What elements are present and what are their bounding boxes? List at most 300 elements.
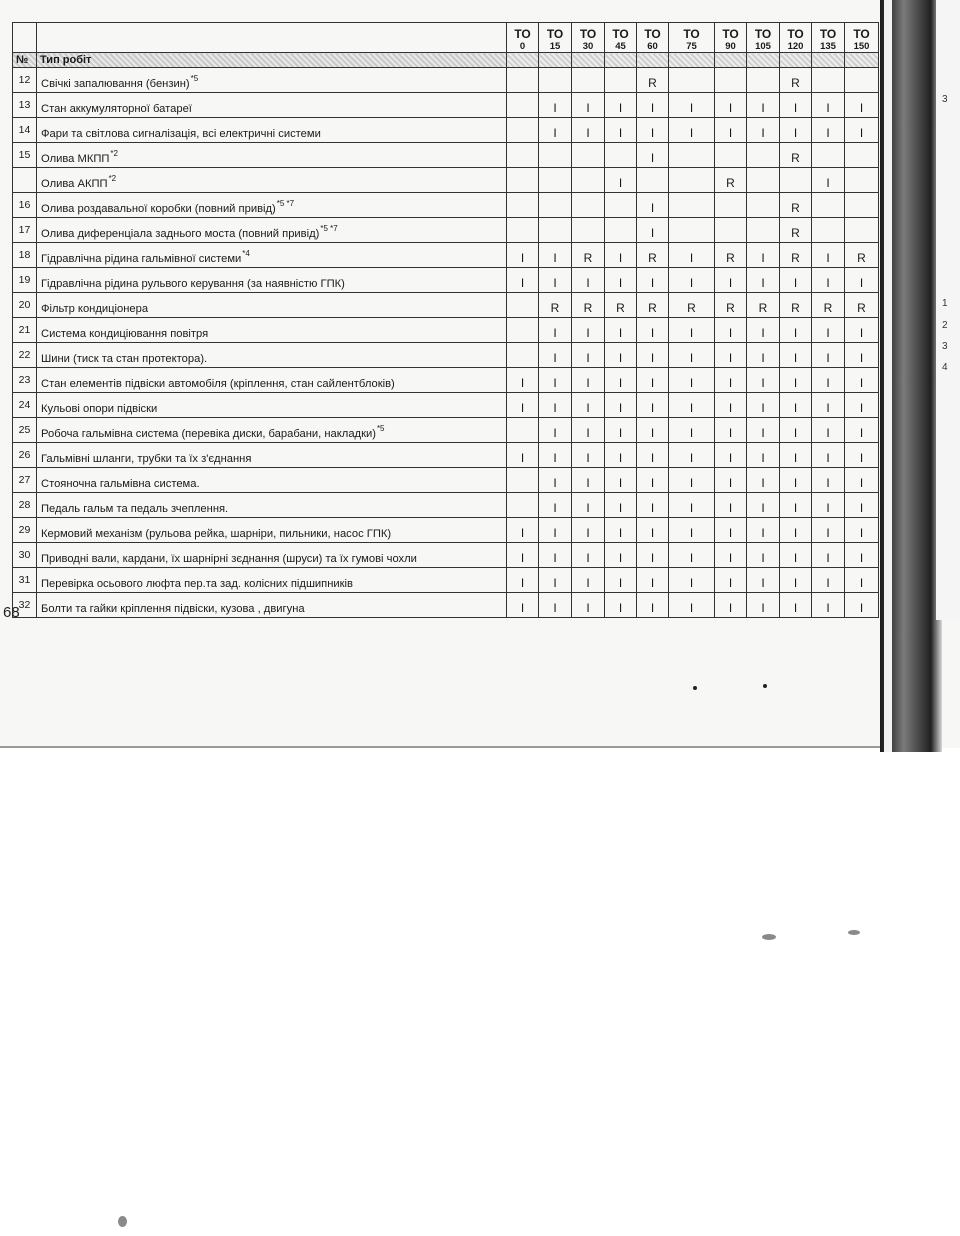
task-cell [37,393,507,418]
interval-label: ТО [612,27,629,41]
task-name: Гідравлічна рідина гальмівної системи [41,253,242,265]
interval-mark [507,293,539,318]
row-number [13,168,37,193]
interval-mark [507,318,539,343]
interval-mark [780,168,812,193]
footnote-marker: *4 [242,249,250,258]
interval-mark: I [637,268,669,293]
interval-mark [539,168,572,193]
interval-mark: I [539,368,572,393]
table-row [13,268,879,293]
task-cell [37,568,507,593]
table-row [13,493,879,518]
interval-mark: I [669,343,715,368]
interval-mark: I [605,93,637,118]
interval-mark: I [572,93,605,118]
interval-mark: I [572,368,605,393]
header-blank-cell [37,23,507,53]
interval-mark: I [747,268,780,293]
table-row [13,468,879,493]
interval-mark: I [812,318,845,343]
table-row [13,93,879,118]
interval-mark [669,168,715,193]
interval-mark [539,193,572,218]
interval-label: ТО [546,27,564,41]
interval-mark: R [572,293,605,318]
task-name: Кермовий механізм (рульова рейка, шарніри, пильники, насос ГПК) [41,528,392,540]
interval-mark: I [747,343,780,368]
header-task-type: Тип робіт [37,53,507,68]
row-number: 24 [13,393,37,418]
task-cell [37,68,507,93]
interval-mark: I [845,318,879,343]
interval-header-row [13,23,879,53]
interval-mark [507,143,539,168]
interval-mark: R [715,293,747,318]
interval-mark: I [812,393,845,418]
interval-km: 135 [820,41,836,52]
table-row [13,243,879,268]
interval-mark: I [637,468,669,493]
table-row [13,168,879,193]
interval-mark [507,193,539,218]
task-cell [37,168,507,193]
interval-mark: I [572,543,605,568]
interval-mark: I [605,468,637,493]
task-cell [37,493,507,518]
margin-number: 4 [942,362,948,373]
interval-mark: I [715,93,747,118]
interval-mark: I [605,418,637,443]
interval-mark: R [780,243,812,268]
interval-mark: I [507,443,539,468]
interval-mark: I [845,518,879,543]
interval-mark: I [539,568,572,593]
interval-mark: I [715,318,747,343]
interval-mark [845,168,879,193]
row-number: 26 [13,443,37,468]
hatched-cell [637,53,669,68]
interval-mark: I [845,343,879,368]
table-row [13,418,879,443]
interval-header [747,23,780,53]
task-name: Олива АКПП [41,178,108,190]
task-name: Стан аккумуляторної батареї [41,103,192,115]
table-row [13,68,879,93]
interval-mark: I [539,543,572,568]
interval-mark: I [605,168,637,193]
table-row [13,368,879,393]
task-cell [37,318,507,343]
interval-mark [747,168,780,193]
interval-mark [715,68,747,93]
interval-mark: I [572,268,605,293]
interval-mark: I [605,593,637,618]
interval-mark [747,68,780,93]
interval-mark: I [669,518,715,543]
interval-header [572,23,605,53]
interval-mark: I [845,118,879,143]
table-row [13,443,879,468]
interval-mark [812,193,845,218]
interval-mark: I [572,118,605,143]
interval-mark [747,218,780,243]
interval-mark: I [780,418,812,443]
scan-speck [848,930,860,935]
task-name: Система кондиціювання повітря [41,328,209,340]
interval-mark: I [605,443,637,468]
interval-mark: R [812,293,845,318]
interval-mark: I [669,493,715,518]
interval-header [669,23,715,53]
task-name: Болти та гайки кріплення підвіски, кузова , двигуна [41,603,305,615]
task-name: Олива диференціала заднього моста (повний привід) [41,228,320,240]
interval-mark [605,68,637,93]
interval-mark: I [747,368,780,393]
interval-mark: I [605,268,637,293]
interval-header [715,23,747,53]
interval-mark: R [715,168,747,193]
interval-mark [572,168,605,193]
table-row [13,143,879,168]
interval-mark: I [780,368,812,393]
interval-mark: I [669,118,715,143]
interval-mark: R [780,143,812,168]
interval-mark: I [669,418,715,443]
interval-mark [637,168,669,193]
task-name: Гальмівні шланги, трубки та їх з'єднання [41,453,252,465]
interval-mark: I [747,318,780,343]
interval-mark: I [637,318,669,343]
interval-mark: I [507,543,539,568]
interval-mark [845,143,879,168]
task-name: Стояночна гальмівна система. [41,478,200,490]
interval-mark: I [845,468,879,493]
interval-mark: I [605,243,637,268]
interval-mark: I [845,368,879,393]
interval-mark: I [715,343,747,368]
interval-mark: I [669,593,715,618]
interval-mark: I [780,93,812,118]
interval-mark: I [605,368,637,393]
interval-mark: I [637,393,669,418]
interval-mark: I [845,268,879,293]
interval-mark: R [780,68,812,93]
interval-mark: I [507,593,539,618]
interval-mark: I [715,468,747,493]
interval-mark: I [780,318,812,343]
interval-mark: I [539,118,572,143]
table-row [13,318,879,343]
interval-mark: I [507,243,539,268]
row-number: 22 [13,343,37,368]
interval-mark [507,493,539,518]
interval-mark: I [747,518,780,543]
page-number: 68 [3,604,20,621]
task-name: Кульові опори підвіски [41,403,158,415]
task-cell [37,468,507,493]
interval-label: ТО [683,27,700,41]
interval-mark: I [669,468,715,493]
interval-mark: I [669,568,715,593]
interval-mark: I [637,93,669,118]
interval-mark [572,68,605,93]
task-cell [37,443,507,468]
task-name: Перевірка осьового люфта пер.та зад. колісних підшипників [41,578,353,590]
interval-mark [507,118,539,143]
footnote-marker: *5 *7 [320,224,338,233]
interval-mark [572,218,605,243]
hatched-cell [669,53,715,68]
table-row [13,393,879,418]
footnote-marker: *2 [108,174,117,183]
interval-mark [539,218,572,243]
interval-mark: I [780,268,812,293]
interval-mark: I [637,493,669,518]
interval-km: 45 [615,41,626,52]
interval-mark: I [747,493,780,518]
table-row [13,343,879,368]
interval-mark: I [507,268,539,293]
interval-mark: I [845,393,879,418]
interval-mark: I [715,443,747,468]
interval-mark: I [669,268,715,293]
interval-mark: I [605,118,637,143]
table-row [13,218,879,243]
interval-mark [747,193,780,218]
interval-header [507,23,539,53]
interval-mark [845,218,879,243]
interval-mark: I [845,593,879,618]
interval-mark: I [845,568,879,593]
interval-mark: I [812,468,845,493]
interval-mark: I [715,268,747,293]
interval-mark: I [572,518,605,543]
interval-mark: I [747,443,780,468]
table-row [13,543,879,568]
interval-mark: I [605,318,637,343]
task-name: Олива роздавальної коробки (повний привід) [41,203,276,215]
interval-label: ТО [644,27,661,41]
interval-km: 105 [755,41,771,52]
interval-mark: I [747,393,780,418]
interval-mark [812,143,845,168]
interval-mark: I [812,243,845,268]
interval-mark: I [845,418,879,443]
interval-mark: I [747,243,780,268]
interval-mark: I [572,343,605,368]
task-name: Стан елементів підвіски автомобіля (кріплення, стан сайлентблоків) [41,378,395,390]
interval-mark: R [845,243,879,268]
interval-mark: I [507,393,539,418]
task-name: Робоча гальмівна система (перевіка диски, барабани, накладки) [41,428,376,440]
interval-mark [507,343,539,368]
interval-mark: I [812,593,845,618]
task-name: Гідравлічна рідина рульвого керування (за наявністю ГПК) [41,278,345,290]
table-row [13,568,879,593]
hatched-cell [747,53,780,68]
interval-mark: I [572,443,605,468]
row-number: 20 [13,293,37,318]
interval-mark: I [605,493,637,518]
interval-mark: I [572,593,605,618]
interval-mark: I [812,543,845,568]
interval-label: ТО [819,27,837,41]
footnote-marker: *5 *7 [276,199,295,208]
interval-mark [715,143,747,168]
task-name: Олива МКПП [41,153,110,165]
interval-mark [812,68,845,93]
interval-mark: I [605,343,637,368]
hatched-cell [572,53,605,68]
interval-mark: R [605,293,637,318]
interval-mark: I [747,93,780,118]
margin-number: 3 [942,341,948,352]
maintenance-table-body [13,23,879,618]
interval-mark: I [845,493,879,518]
scan-edge-highlight [884,0,892,752]
interval-mark: I [715,418,747,443]
interval-mark: I [539,343,572,368]
interval-mark: I [780,593,812,618]
interval-mark: I [780,393,812,418]
hatched-cell [605,53,637,68]
hatched-cell [812,53,845,68]
row-number: 23 [13,368,37,393]
task-name: Педаль гальм та педаль зчеплення. [41,503,229,515]
maintenance-table [12,22,879,618]
interval-mark: I [747,593,780,618]
interval-mark: I [812,93,845,118]
interval-mark [539,143,572,168]
interval-mark: R [747,293,780,318]
interval-header [845,23,879,53]
interval-mark: I [715,543,747,568]
interval-label: ТО [754,27,772,41]
interval-mark [572,193,605,218]
interval-mark: I [637,418,669,443]
task-cell [37,193,507,218]
interval-mark: I [715,118,747,143]
task-cell [37,343,507,368]
task-cell [37,218,507,243]
interval-mark: I [539,393,572,418]
interval-mark [507,418,539,443]
interval-mark: R [637,68,669,93]
row-number: 31 [13,568,37,593]
table-row [13,518,879,543]
task-cell [37,418,507,443]
task-cell [37,268,507,293]
interval-mark: I [572,318,605,343]
interval-mark: I [637,143,669,168]
row-number: 16 [13,193,37,218]
row-number: 17 [13,218,37,243]
interval-mark: I [637,193,669,218]
interval-label: ТО [579,27,597,41]
interval-mark: I [780,568,812,593]
interval-mark: I [539,93,572,118]
task-name: Фари та світлова сигналізація, всі електричні системи [41,128,321,140]
interval-km: 0 [519,41,526,52]
interval-mark: I [669,93,715,118]
interval-mark: I [539,468,572,493]
table-row [13,193,879,218]
hatched-cell [845,53,879,68]
interval-mark: R [780,218,812,243]
interval-mark: I [539,318,572,343]
footnote-marker: *5 [376,424,385,433]
interval-mark: I [747,568,780,593]
interval-mark: I [539,493,572,518]
interval-mark: R [539,293,572,318]
interval-mark: I [507,518,539,543]
interval-mark: I [715,568,747,593]
interval-km: 120 [787,41,804,52]
interval-mark: I [747,468,780,493]
interval-mark: I [637,543,669,568]
interval-mark [715,193,747,218]
hatched-cell [539,53,572,68]
interval-mark: I [845,443,879,468]
interval-mark: I [572,393,605,418]
interval-mark [507,168,539,193]
interval-header [780,23,812,53]
interval-mark: I [715,493,747,518]
row-number: 14 [13,118,37,143]
interval-mark: I [845,93,879,118]
task-name: Фільтр кондиціонера [41,303,149,315]
interval-mark: I [747,118,780,143]
interval-mark [669,193,715,218]
interval-mark: I [637,568,669,593]
row-number: 13 [13,93,37,118]
interval-mark: R [572,243,605,268]
interval-mark [507,468,539,493]
interval-mark [669,143,715,168]
interval-mark: I [715,593,747,618]
task-cell [37,368,507,393]
interval-km: 60 [647,41,658,52]
interval-mark [715,218,747,243]
interval-label: ТО [787,27,804,41]
interval-mark: I [539,443,572,468]
interval-mark [605,218,637,243]
row-number: 28 [13,493,37,518]
interval-mark: I [780,518,812,543]
interval-mark: R [715,243,747,268]
interval-mark [572,143,605,168]
interval-mark: I [572,468,605,493]
interval-mark: I [572,568,605,593]
interval-mark: I [812,568,845,593]
task-cell [37,93,507,118]
interval-mark: I [539,418,572,443]
interval-mark: I [637,343,669,368]
hatched-cell [507,53,539,68]
interval-label: ТО [722,27,739,41]
interval-mark [747,143,780,168]
task-name: Свічкі запалювання (бензин) [41,78,190,90]
interval-mark [507,93,539,118]
scan-speck [118,1216,127,1227]
row-number: 15 [13,143,37,168]
interval-mark [845,193,879,218]
interval-mark: I [637,118,669,143]
footnote-marker: *5 [190,74,199,83]
interval-mark: I [539,593,572,618]
interval-mark: I [637,443,669,468]
